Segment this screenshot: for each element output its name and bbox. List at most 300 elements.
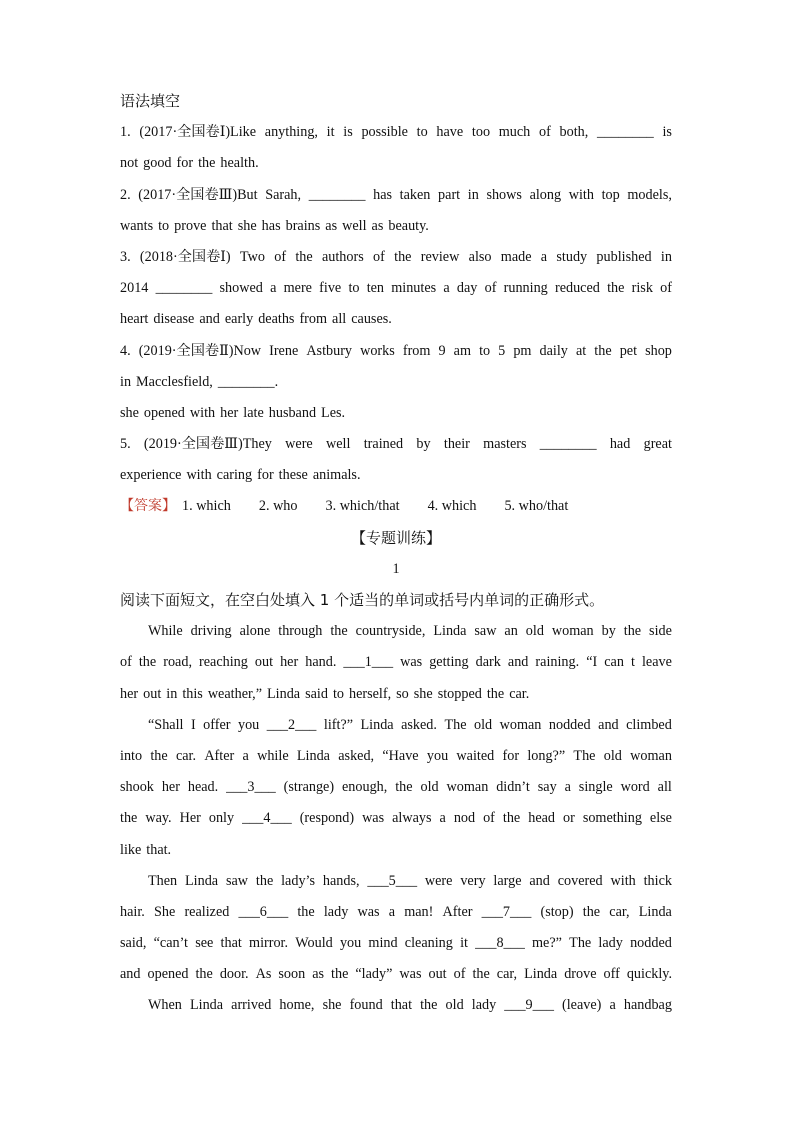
word: driving bbox=[190, 623, 232, 640]
word: Linda bbox=[185, 872, 219, 889]
word: while bbox=[257, 747, 289, 764]
word: home, bbox=[279, 997, 315, 1014]
word: or bbox=[563, 810, 575, 827]
word: alone bbox=[239, 623, 271, 640]
word: ___2___ bbox=[266, 716, 317, 733]
word: in bbox=[467, 186, 479, 203]
word: a bbox=[439, 810, 446, 827]
word: out bbox=[143, 685, 162, 702]
text-line bbox=[120, 959, 672, 990]
word: When bbox=[148, 997, 182, 1014]
word: her bbox=[280, 654, 299, 671]
word: the bbox=[195, 966, 213, 983]
word: published bbox=[596, 248, 652, 265]
word: car, bbox=[609, 903, 630, 920]
word: ________ bbox=[597, 124, 654, 141]
word: from bbox=[402, 342, 431, 359]
word: by bbox=[601, 623, 616, 640]
word: the bbox=[295, 248, 313, 265]
answer-item: 2. who bbox=[258, 498, 298, 515]
word: saw bbox=[225, 872, 249, 889]
word: minutes bbox=[391, 280, 437, 297]
word: of bbox=[120, 654, 132, 671]
word: to bbox=[158, 217, 170, 234]
word: the bbox=[330, 623, 348, 640]
word: ________ bbox=[155, 280, 213, 297]
word: in bbox=[660, 248, 672, 265]
word: While bbox=[148, 623, 183, 640]
word: reduced bbox=[554, 280, 600, 297]
word: a bbox=[270, 280, 277, 297]
word: always bbox=[392, 810, 432, 827]
word: realized bbox=[184, 903, 230, 920]
word: the bbox=[486, 685, 505, 702]
word: has bbox=[261, 217, 281, 234]
word: and bbox=[507, 654, 529, 671]
answer-item: 1. which bbox=[182, 498, 231, 515]
word: long?” bbox=[527, 747, 566, 764]
word: a bbox=[443, 280, 450, 297]
word: early bbox=[224, 311, 254, 328]
word: The bbox=[444, 716, 467, 733]
word: disease bbox=[153, 311, 195, 328]
word: arrived bbox=[231, 997, 272, 1014]
word: shows bbox=[486, 186, 522, 203]
word: mind bbox=[368, 935, 398, 952]
word: word bbox=[620, 779, 650, 796]
word: a bbox=[609, 997, 616, 1014]
text-line bbox=[120, 897, 672, 928]
word: (respond) bbox=[299, 810, 355, 827]
word: something bbox=[582, 810, 642, 827]
word: herself, bbox=[349, 685, 392, 702]
word: with bbox=[568, 186, 594, 203]
word: said bbox=[305, 685, 328, 702]
word: lift?” bbox=[323, 716, 354, 733]
word: Two bbox=[239, 248, 265, 265]
word: it bbox=[326, 124, 335, 141]
document-page bbox=[120, 86, 672, 1022]
word: to bbox=[332, 685, 344, 702]
word: ________ bbox=[308, 186, 366, 203]
word: heart bbox=[120, 311, 149, 328]
word: well bbox=[326, 436, 351, 453]
word: to bbox=[348, 280, 360, 297]
word: man! bbox=[404, 903, 434, 920]
word: mere bbox=[283, 280, 312, 297]
word: ten bbox=[366, 280, 385, 297]
word: single bbox=[578, 779, 613, 796]
word: in bbox=[166, 685, 178, 702]
word: caring bbox=[216, 467, 253, 484]
word: “can’t bbox=[153, 935, 189, 952]
word: I bbox=[190, 716, 196, 733]
word: were bbox=[285, 436, 313, 453]
word: Astbury bbox=[306, 342, 353, 359]
word: was bbox=[400, 654, 423, 671]
passage bbox=[120, 616, 672, 1021]
text-line bbox=[120, 990, 672, 1021]
word: covered bbox=[557, 872, 603, 889]
word: countryside, bbox=[355, 623, 426, 640]
word: found bbox=[349, 997, 383, 1014]
word: for bbox=[176, 155, 194, 172]
word: that. bbox=[146, 841, 172, 858]
word: the bbox=[420, 997, 438, 1014]
word: me?” bbox=[532, 935, 562, 952]
word: an bbox=[504, 623, 518, 640]
word: and bbox=[529, 872, 550, 889]
word: masters bbox=[483, 436, 527, 453]
word: of bbox=[483, 810, 495, 827]
word: ___4___ bbox=[242, 810, 292, 827]
answer-item: 4. which bbox=[427, 498, 477, 515]
word: door. bbox=[219, 966, 249, 983]
word: these bbox=[278, 467, 308, 484]
word: review bbox=[420, 248, 460, 265]
word: stopped bbox=[437, 685, 482, 702]
word: for bbox=[502, 747, 520, 764]
word: prove bbox=[174, 217, 207, 234]
word: leave bbox=[641, 654, 672, 671]
word: said, bbox=[120, 935, 147, 952]
word: ___5___ bbox=[367, 872, 418, 889]
word: Linda bbox=[267, 685, 301, 702]
word: through bbox=[278, 623, 323, 640]
word: running bbox=[503, 280, 548, 297]
word: out bbox=[428, 966, 447, 983]
word: top bbox=[601, 186, 620, 203]
word: asked. bbox=[401, 716, 437, 733]
word: car. bbox=[175, 747, 197, 764]
word: day bbox=[456, 280, 478, 297]
word: you bbox=[426, 747, 449, 764]
word: road, bbox=[163, 654, 192, 671]
word: as bbox=[371, 217, 384, 234]
word: (2019·全国卷Ⅲ)They bbox=[143, 436, 272, 453]
text-line bbox=[120, 803, 672, 834]
word: brains bbox=[285, 217, 321, 234]
word: and bbox=[598, 716, 619, 733]
word: health. bbox=[220, 155, 259, 172]
word: a bbox=[388, 903, 396, 920]
word: the bbox=[120, 810, 138, 827]
word: weather,” bbox=[207, 685, 262, 702]
word: the bbox=[138, 654, 157, 671]
text-line bbox=[120, 242, 672, 273]
word: “Have bbox=[382, 747, 419, 764]
word: from bbox=[299, 311, 328, 328]
word: husband bbox=[268, 404, 317, 421]
word: (2019·全国卷Ⅱ)Now bbox=[138, 342, 262, 359]
word: shook bbox=[120, 779, 154, 796]
word: soon bbox=[278, 966, 306, 983]
word: Irene bbox=[269, 342, 299, 359]
word: the bbox=[607, 280, 625, 297]
word: great bbox=[643, 436, 672, 453]
word: offer bbox=[203, 716, 231, 733]
word: she bbox=[322, 997, 342, 1014]
word: She bbox=[154, 903, 176, 920]
word: (stop) bbox=[540, 903, 574, 920]
word: too bbox=[471, 124, 491, 141]
word: was bbox=[399, 966, 422, 983]
word: like bbox=[120, 841, 142, 858]
word: good bbox=[143, 155, 172, 172]
word: was bbox=[357, 903, 380, 920]
word: all bbox=[657, 779, 672, 796]
word: is bbox=[662, 124, 672, 141]
word: lady bbox=[471, 997, 497, 1014]
word: saw bbox=[474, 623, 497, 640]
word: to bbox=[479, 342, 491, 359]
grammar-questions bbox=[120, 117, 672, 491]
word: can bbox=[604, 654, 624, 671]
word: causes. bbox=[351, 311, 392, 328]
word: part bbox=[438, 186, 461, 203]
word: in bbox=[120, 373, 132, 390]
word: her bbox=[120, 685, 139, 702]
word: t bbox=[630, 654, 635, 671]
word: and bbox=[199, 311, 220, 328]
text-line bbox=[120, 928, 672, 959]
word: of bbox=[453, 966, 466, 983]
word: models, bbox=[627, 186, 672, 203]
word: into bbox=[120, 747, 143, 764]
word: large bbox=[493, 872, 522, 889]
word: off bbox=[603, 966, 620, 983]
word: side bbox=[649, 623, 672, 640]
word: it bbox=[460, 935, 468, 952]
word: study bbox=[556, 248, 588, 265]
word: Sarah, bbox=[265, 186, 302, 203]
word: was bbox=[362, 810, 385, 827]
word: opened bbox=[147, 966, 189, 983]
text-line bbox=[120, 211, 672, 242]
word: a bbox=[564, 779, 571, 796]
word: made bbox=[500, 248, 532, 265]
word: (strange) bbox=[283, 779, 335, 796]
word: out bbox=[254, 654, 274, 671]
word: Macclesfield, bbox=[136, 373, 213, 390]
instruction: 阅读下面短文，在空白处填入 1 个适当的单词或括号内单词的正确形式。 bbox=[120, 591, 605, 609]
word: anything, bbox=[264, 124, 318, 141]
word: you bbox=[339, 935, 362, 952]
word: to bbox=[416, 124, 428, 141]
word: that bbox=[211, 217, 233, 234]
word: experience bbox=[120, 467, 182, 484]
word: the bbox=[255, 872, 274, 889]
text-line bbox=[120, 741, 672, 772]
text-line bbox=[120, 304, 672, 335]
word: works bbox=[360, 342, 395, 359]
text-line bbox=[120, 866, 672, 897]
word: the bbox=[198, 155, 216, 172]
answer-line bbox=[120, 491, 672, 522]
word: 5 bbox=[498, 342, 506, 359]
section-title: 语法填空 bbox=[120, 92, 181, 110]
word: the bbox=[394, 248, 412, 265]
word: both, bbox=[559, 124, 589, 141]
word: for bbox=[257, 467, 274, 484]
word: After bbox=[204, 747, 235, 764]
word: the bbox=[472, 966, 490, 983]
word: “I bbox=[586, 654, 598, 671]
word: only bbox=[208, 810, 235, 827]
word: with bbox=[186, 467, 212, 484]
text-line bbox=[120, 117, 672, 148]
word: nod bbox=[453, 810, 476, 827]
word: 5. bbox=[120, 436, 131, 453]
word: pm bbox=[513, 342, 532, 359]
word: Then bbox=[148, 872, 178, 889]
word: trained bbox=[363, 436, 404, 453]
word: 9 bbox=[438, 342, 446, 359]
word: say bbox=[537, 779, 557, 796]
answer-item: 3. which/that bbox=[325, 498, 400, 515]
word: possible bbox=[361, 124, 408, 141]
word: also bbox=[468, 248, 492, 265]
word: the bbox=[502, 810, 521, 827]
word: the bbox=[297, 903, 315, 920]
text-line bbox=[120, 367, 672, 398]
word: Would bbox=[295, 935, 333, 952]
word: head. bbox=[187, 779, 219, 796]
word: car, bbox=[496, 966, 518, 983]
word: nodded bbox=[548, 716, 591, 733]
word: of bbox=[660, 280, 672, 297]
word: 2. bbox=[120, 186, 131, 203]
word: drove bbox=[564, 966, 597, 983]
word: this bbox=[182, 685, 203, 702]
word: their bbox=[443, 436, 470, 453]
word: Her bbox=[179, 810, 201, 827]
word: showed bbox=[219, 280, 263, 297]
text-line bbox=[120, 398, 672, 429]
word: cleaning bbox=[404, 935, 453, 952]
word: (2017·全国卷Ⅲ)But bbox=[138, 186, 258, 203]
word: authors bbox=[321, 248, 364, 265]
word: ___7___ bbox=[481, 903, 532, 920]
word: Linda bbox=[189, 997, 224, 1014]
word: all bbox=[332, 311, 347, 328]
text-line bbox=[120, 616, 672, 647]
word: of bbox=[538, 124, 551, 141]
word: woman bbox=[446, 779, 489, 796]
word: ___8___ bbox=[475, 935, 525, 952]
word: woman bbox=[630, 747, 672, 764]
word: 3. bbox=[120, 248, 131, 265]
word: ___9___ bbox=[504, 997, 554, 1014]
word: along bbox=[529, 186, 562, 203]
word: she bbox=[413, 685, 433, 702]
text-line bbox=[120, 710, 672, 741]
word: as bbox=[312, 966, 325, 983]
word: opened bbox=[143, 404, 185, 421]
word: the bbox=[150, 747, 168, 764]
word: asked, bbox=[338, 747, 375, 764]
word: the bbox=[331, 966, 349, 983]
word: beauty. bbox=[388, 217, 429, 234]
word: is bbox=[343, 124, 353, 141]
word: ___1___ bbox=[343, 654, 394, 671]
word: “lady” bbox=[355, 966, 393, 983]
word: getting bbox=[429, 654, 469, 671]
word: her bbox=[220, 404, 239, 421]
word: her bbox=[161, 779, 180, 796]
word: dark bbox=[475, 654, 501, 671]
word: Linda bbox=[360, 716, 394, 733]
word: lady bbox=[598, 935, 623, 952]
word: of bbox=[373, 248, 385, 265]
word: (2017·全国卷Ⅰ)Like bbox=[139, 124, 257, 141]
word: Les. bbox=[321, 404, 346, 421]
word: 2014 bbox=[120, 280, 149, 297]
word: see bbox=[195, 935, 214, 952]
word: woman bbox=[551, 623, 594, 640]
word: risk bbox=[631, 280, 653, 297]
word: not bbox=[120, 155, 139, 172]
word: by bbox=[416, 436, 431, 453]
word: a bbox=[242, 747, 249, 764]
word: The bbox=[573, 747, 596, 764]
word: old bbox=[473, 716, 493, 733]
word: the bbox=[395, 779, 413, 796]
word: woman bbox=[499, 716, 542, 733]
word: shop bbox=[645, 342, 672, 359]
word: the bbox=[582, 903, 601, 920]
word: climbed bbox=[626, 716, 672, 733]
passage-number: 1 bbox=[392, 560, 400, 577]
word: raining. bbox=[535, 654, 580, 671]
word: head bbox=[528, 810, 556, 827]
text-line bbox=[120, 679, 672, 710]
word: daily bbox=[539, 342, 568, 359]
training-title: 【专题训练】 bbox=[350, 528, 441, 547]
text-line bbox=[120, 429, 672, 460]
text-line bbox=[120, 460, 672, 491]
word: old bbox=[420, 779, 439, 796]
word: ________. bbox=[217, 373, 279, 390]
word: deaths bbox=[258, 311, 295, 328]
word: mirror. bbox=[249, 935, 289, 952]
word: reaching bbox=[199, 654, 248, 671]
word: quickly. bbox=[626, 966, 672, 983]
answer-label: 【答案】 bbox=[120, 498, 176, 515]
word: old bbox=[603, 747, 622, 764]
answer-item: 5. who/that bbox=[504, 498, 569, 515]
word: waited bbox=[456, 747, 495, 764]
word: that bbox=[390, 997, 413, 1014]
word: had bbox=[609, 436, 631, 453]
word: wants bbox=[120, 217, 154, 234]
text-line bbox=[120, 273, 672, 304]
word: with bbox=[189, 404, 216, 421]
word: thick bbox=[643, 872, 672, 889]
word: taken bbox=[399, 186, 431, 203]
word: lady bbox=[323, 903, 349, 920]
word: car. bbox=[509, 685, 530, 702]
word: animals. bbox=[312, 467, 361, 484]
word: 1. bbox=[120, 124, 131, 141]
word: The bbox=[569, 935, 592, 952]
text-line bbox=[120, 148, 672, 179]
word: five bbox=[319, 280, 342, 297]
answer-list bbox=[182, 491, 596, 522]
word: has bbox=[373, 186, 393, 203]
word: she bbox=[237, 217, 257, 234]
word: lady’s bbox=[281, 872, 315, 889]
